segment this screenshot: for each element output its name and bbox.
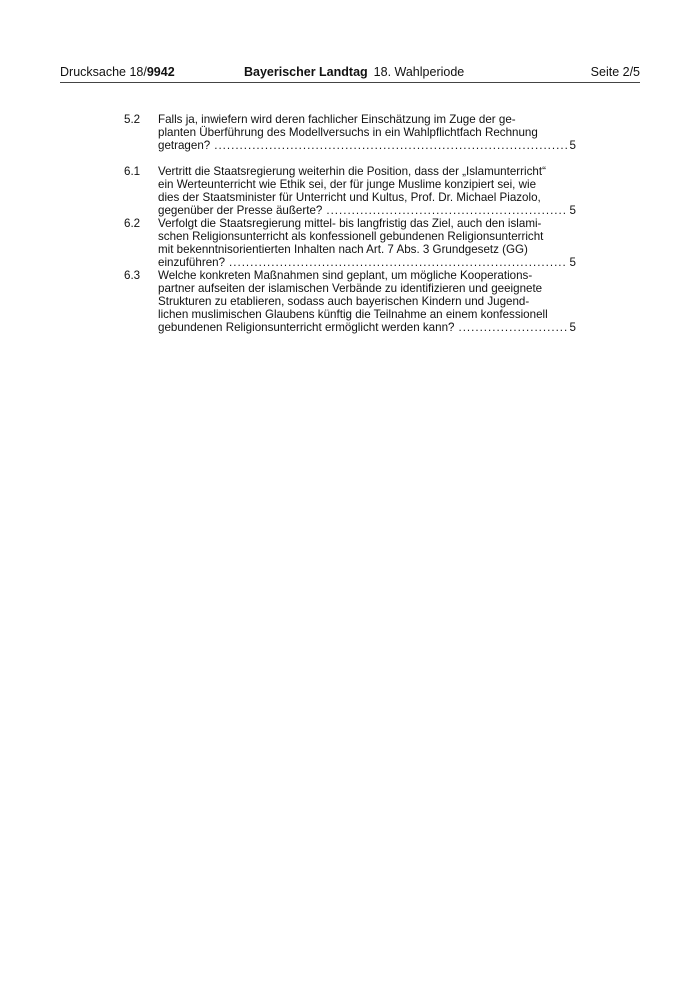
toc-entry-page: 5 [569,139,576,152]
document-number: 9942 [146,65,175,79]
toc-entry-number: 6.3 [124,269,141,282]
toc-entry-line: partner aufseiten der islamischen Verbände zu identifizieren und geeignete [158,282,543,295]
toc-entry-line: getragen? [158,139,211,152]
toc-entry-number: 6.2 [124,217,141,230]
toc-entry-text [158,113,576,152]
page-header [60,64,640,82]
toc-entry-line: ein Werteunterricht wie Ethik sei, der für junge Muslime konzipiert sei, wie [158,178,537,191]
toc-entry-line: mit bekenntnisorientierten Inhalten nach Art. 7 Abs. 3 Grundgesetz (GG) [158,243,528,256]
table-of-contents [124,113,576,334]
toc-entry-number: 6.1 [124,165,141,178]
document-reference [60,64,175,80]
toc-entry-last-line [158,256,576,269]
toc-entry-line: gebundenen Religionsunterricht ermöglicht werden kann? [158,321,455,334]
toc-entry-6-1[interactable] [124,165,576,217]
header-rule [60,82,640,83]
dot-leader [326,204,566,217]
toc-entry-line: Verfolgt die Staatsregierung mittel- bis langfristig das Ziel, auch den islami- [158,217,542,230]
toc-entry-line: schen Religionsunterricht als konfessionell gebundenen Religionsunterricht [158,230,544,243]
toc-entry-page: 5 [569,321,576,334]
toc-entry-number: 5.2 [124,113,141,126]
parliament-info [244,64,464,80]
toc-entry-line: Strukturen zu etablieren, sodass auch bayerischen Kindern und Jugend- [158,295,530,308]
toc-entry-6-3[interactable] [124,269,576,334]
toc-entry-line: gegenüber der Presse äußerte? [158,204,323,217]
dot-leader [214,139,566,152]
parliament-name: Bayerischer Landtag [244,65,368,79]
dot-leader [229,256,567,269]
toc-entry-last-line [158,321,576,334]
toc-entry-line: planten Überführung des Modellversuchs in ein Wahlpflichtfach Rechnung [158,126,538,139]
toc-entry-line: lichen muslimischen Glaubens künftig die Teilnahme an einem konfessionell [158,308,548,321]
toc-entry-line: Vertritt die Staatsregierung weiterhin die Position, dass der „Islamunterricht“ [158,165,546,178]
toc-entry-line: einzuführen? [158,256,226,269]
toc-entry-page: 5 [569,204,576,217]
toc-entry-line: Welche konkreten Maßnahmen sind geplant, um mögliche Kooperations- [158,269,533,282]
toc-entry-text [158,165,576,217]
toc-entry-last-line [158,139,576,152]
legislative-period: 18. Wahlperiode [373,65,465,79]
toc-entry-5-2[interactable] [124,113,576,152]
toc-entry-last-line [158,204,576,217]
toc-entry-6-2[interactable] [124,217,576,269]
page-number: Seite 2/5 [590,65,640,79]
toc-entry-line: dies der Staatsminister für Unterricht und Kultus, Prof. Dr. Michael Piazolo, [158,191,541,204]
toc-entry-text [158,269,576,334]
dot-leader [458,321,566,334]
toc-entry-line: Falls ja, inwiefern wird deren fachlicher Einschätzung im Zuge der ge- [158,113,516,126]
document-reference-prefix: Drucksache 18/ [60,65,147,79]
toc-entry-text [158,217,576,269]
toc-entry-page: 5 [569,256,576,269]
